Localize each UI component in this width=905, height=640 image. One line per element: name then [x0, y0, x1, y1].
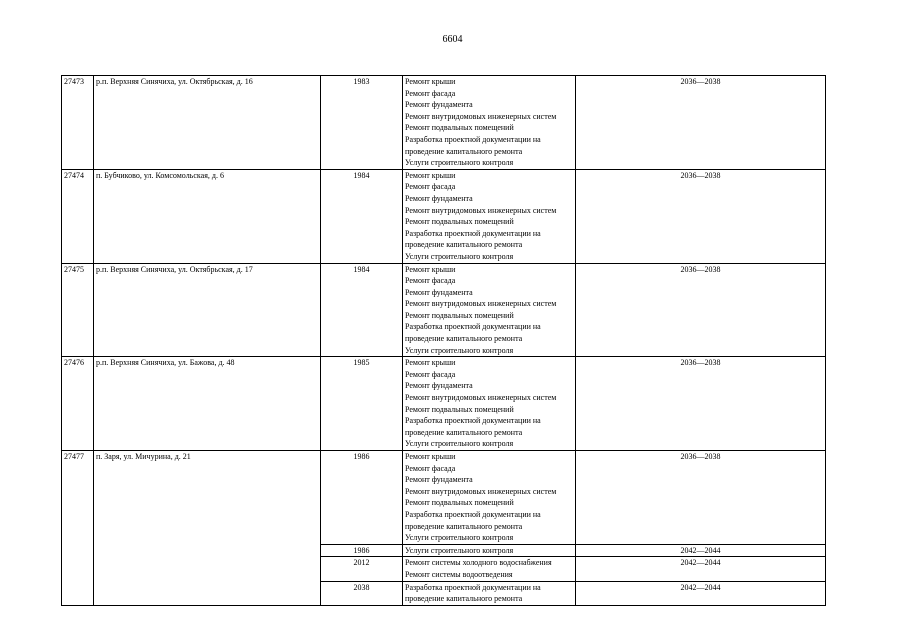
building-id-cell: 27477	[62, 451, 94, 606]
work-item: Ремонт внутридомовых инженерных систем	[405, 205, 557, 215]
table-body	[62, 76, 826, 606]
work-item: Ремонт фундамента	[405, 100, 473, 110]
works-cell	[403, 557, 576, 581]
work-item: Услуги строительного контроля	[405, 251, 514, 261]
year-cell: 1984	[321, 169, 403, 263]
work-item: Ремонт системы водоотведения	[405, 569, 513, 579]
work-item: Разработка проектной документации на	[405, 228, 541, 238]
work-item: Услуги строительного контроля	[405, 545, 514, 555]
work-item: Ремонт фундамента	[405, 287, 473, 297]
address-cell: р.п. Верхняя Синячиха, ул. Октябрьская, д. 17	[94, 263, 321, 357]
period-cell: 2042—2044	[576, 581, 826, 605]
year-cell: 1983	[321, 76, 403, 170]
work-item: Ремонт крыши	[405, 358, 456, 368]
work-item: Ремонт подвальных помещений	[405, 217, 514, 227]
table-row	[62, 451, 826, 545]
work-item: проведение капитального ремонта	[405, 594, 523, 604]
period-cell: 2036—2038	[576, 357, 826, 451]
work-item: Ремонт подвальных помещений	[405, 404, 514, 414]
works-cell	[403, 357, 576, 451]
work-item: Ремонт внутридомовых инженерных систем	[405, 393, 557, 403]
work-item: Ремонт фундамента	[405, 381, 473, 391]
table-row	[62, 357, 826, 451]
address-cell: р.п. Верхняя Синячиха, ул. Октябрьская, д. 16	[94, 76, 321, 170]
work-item: Ремонт внутридомовых инженерных систем	[405, 486, 557, 496]
work-item: Ремонт крыши	[405, 170, 456, 180]
work-item: Услуги строительного контроля	[405, 345, 514, 355]
table-row	[62, 263, 826, 357]
work-item: Ремонт внутридомовых инженерных систем	[405, 299, 557, 309]
work-item: проведение капитального ремонта	[405, 334, 523, 344]
table-row	[62, 76, 826, 170]
work-item: Разработка проектной документации на	[405, 582, 541, 592]
building-id-cell: 27475	[62, 263, 94, 357]
work-item: Ремонт подвальных помещений	[405, 123, 514, 133]
work-item: проведение капитального ремонта	[405, 521, 523, 531]
work-item: Разработка проектной документации на	[405, 134, 541, 144]
work-item: Ремонт подвальных помещений	[405, 310, 514, 320]
work-item: Ремонт фасада	[405, 276, 456, 286]
work-item: Ремонт крыши	[405, 264, 456, 274]
period-cell: 2036—2038	[576, 263, 826, 357]
period-cell: 2042—2044	[576, 544, 826, 557]
work-item: Услуги строительного контроля	[405, 158, 514, 168]
building-id-cell: 27476	[62, 357, 94, 451]
work-item: Разработка проектной документации на	[405, 509, 541, 519]
building-id-cell: 27474	[62, 169, 94, 263]
work-item: проведение капитального ремонта	[405, 146, 523, 156]
address-cell: п. Бубчиково, ул. Комсомольская, д. 6	[94, 169, 321, 263]
work-item: Разработка проектной документации на	[405, 416, 541, 426]
table-row	[62, 169, 826, 263]
address-cell: п. Заря, ул. Мичурина, д. 21	[94, 451, 321, 606]
work-item: Услуги строительного контроля	[405, 439, 514, 449]
period-cell: 2036—2038	[576, 169, 826, 263]
works-cell	[403, 169, 576, 263]
year-cell: 2012	[321, 557, 403, 581]
work-item: Ремонт внутридомовых инженерных систем	[405, 111, 557, 121]
address-cell: р.п. Верхняя Синячиха, ул. Бажова, д. 48	[94, 357, 321, 451]
work-item: проведение капитального ремонта	[405, 427, 523, 437]
work-item: Ремонт фундамента	[405, 475, 473, 485]
year-cell: 1986	[321, 544, 403, 557]
work-item: Услуги строительного контроля	[405, 533, 514, 543]
work-item: Ремонт фасада	[405, 88, 456, 98]
works-cell	[403, 581, 576, 605]
work-item: Ремонт крыши	[405, 452, 456, 461]
building-id-cell: 27473	[62, 76, 94, 170]
works-cell	[403, 451, 576, 545]
work-item: проведение капитального ремонта	[405, 240, 523, 250]
period-cell: 2042—2044	[576, 557, 826, 581]
works-cell	[403, 263, 576, 357]
capital-repair-table	[61, 75, 826, 606]
year-cell: 1984	[321, 263, 403, 357]
work-item: Ремонт крыши	[405, 77, 456, 86]
period-cell: 2036—2038	[576, 76, 826, 170]
page-number: 6604	[442, 34, 463, 45]
work-item: Ремонт фасада	[405, 369, 456, 379]
works-cell	[403, 544, 576, 557]
year-cell: 1985	[321, 357, 403, 451]
work-item: Ремонт фундамента	[405, 193, 473, 203]
year-cell: 1986	[321, 451, 403, 545]
period-cell: 2036—2038	[576, 451, 826, 545]
work-item: Ремонт системы холодного водоснабжения	[405, 558, 552, 568]
work-item: Ремонт подвальных помещений	[405, 498, 514, 508]
year-cell: 2038	[321, 581, 403, 605]
works-cell	[403, 76, 576, 170]
work-item: Ремонт фасада	[405, 463, 456, 473]
work-item: Ремонт фасада	[405, 182, 456, 192]
work-item: Разработка проектной документации на	[405, 322, 541, 332]
